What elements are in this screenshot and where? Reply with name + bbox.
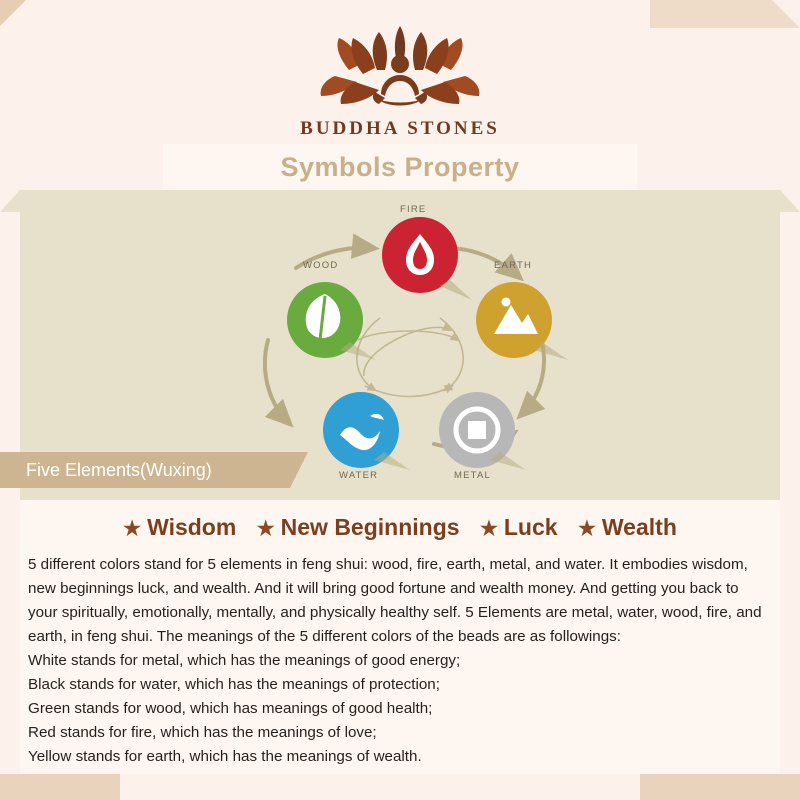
description-text <box>28 553 772 769</box>
diagram-caption-text: Five Elements(Wuxing) <box>26 460 212 480</box>
svg-text:WOOD: WOOD <box>303 260 339 271</box>
description-paragraph: 5 different colors stand for 5 elements in feng shui: wood, fire, earth, metal, and water. It embodies wisdom, new beginnings luck, and wealth. And it will bring good fortune and wealth money. And getting you back to your spiritually, emotionally, mentally, and physically healthy self. 5 Elements are metal, water, wood, fire, and earth, in feng shui. The meanings of the 5 different colors of the beads are as followings: <box>28 556 762 645</box>
diagram-node-metal <box>439 392 526 481</box>
star-icon: ★ <box>479 518 498 540</box>
corner-decoration-bottom-right <box>640 774 800 800</box>
star-icon: ★ <box>577 518 596 540</box>
lotus-meditation-figure-icon <box>305 18 495 114</box>
page-title: Symbols Property <box>280 152 520 182</box>
svg-text:WATER: WATER <box>339 470 379 481</box>
meaning-line-wood: Green stands for wood, which has meanings of good health; <box>28 700 433 717</box>
panel-notch-right <box>780 190 800 212</box>
title-banner <box>163 144 637 190</box>
svg-text:FIRE: FIRE <box>400 204 427 215</box>
diagram-caption-badge <box>0 452 290 488</box>
meaning-line-fire: Red stands for fire, which has the meanings of love; <box>28 724 377 741</box>
keyword-label: Wealth <box>601 514 677 540</box>
brand-header <box>0 18 800 140</box>
meaning-line-metal: White stands for metal, which has the meanings of good energy; <box>28 652 461 669</box>
keyword-label: New Beginnings <box>280 514 460 540</box>
description-panel <box>20 500 780 774</box>
diagram-node-water <box>323 392 410 481</box>
keyword-label: Wisdom <box>147 514 237 540</box>
meaning-line-earth: Yellow stands for earth, which has the meanings of wealth. <box>28 748 422 765</box>
svg-text:EARTH: EARTH <box>494 260 533 271</box>
keyword-new-beginnings <box>243 514 460 540</box>
star-icon: ★ <box>256 518 275 540</box>
svg-text:METAL: METAL <box>454 470 491 481</box>
star-icon: ★ <box>123 518 142 540</box>
diagram-node-fire <box>382 204 472 300</box>
keyword-label: Luck <box>503 514 558 540</box>
keyword-row <box>20 514 780 541</box>
keyword-luck <box>466 514 558 540</box>
brand-name: BUDDHA STONES <box>300 118 500 139</box>
corner-decoration-bottom-left <box>0 774 120 800</box>
keyword-wisdom <box>123 514 236 540</box>
keyword-wealth <box>564 514 677 540</box>
diagram-node-earth <box>476 260 568 360</box>
meaning-line-water: Black stands for water, which has the meanings of protection; <box>28 676 440 693</box>
panel-notch-left <box>0 190 20 212</box>
diagram-node-wood <box>287 260 376 360</box>
